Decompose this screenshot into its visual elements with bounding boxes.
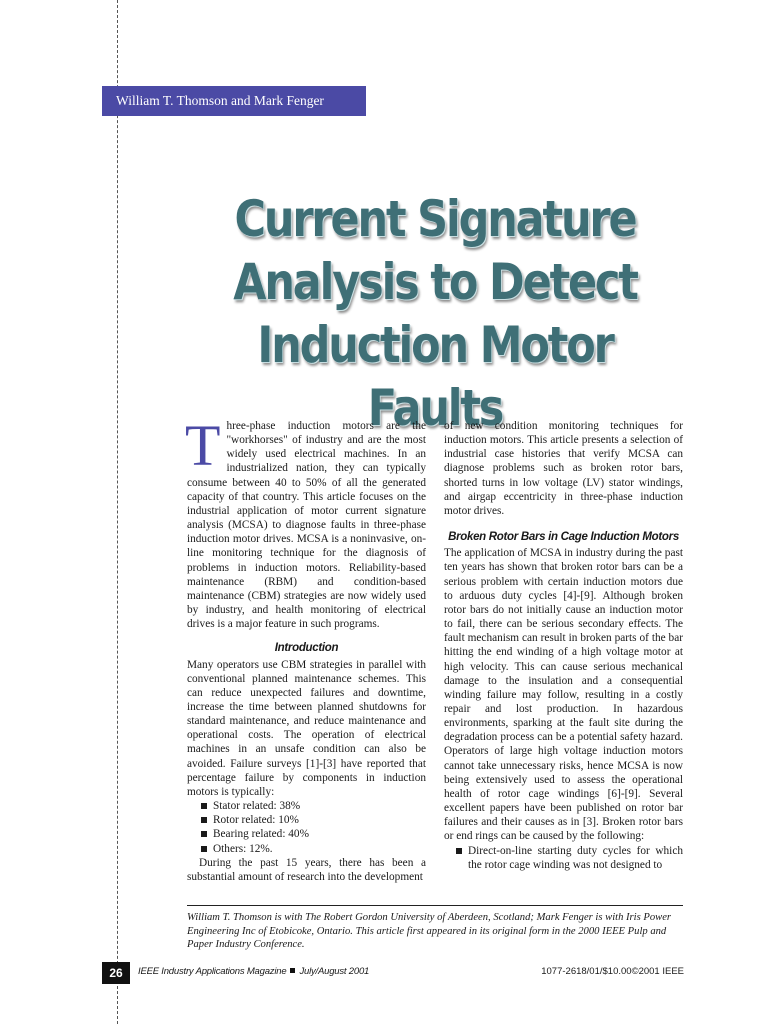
failure-item-stator: Stator related: 38% [201,799,426,813]
introduction-paragraph: Many operators use CBM strategies in parallel with conventional planned maintenance schemes. This can reduce unexpected failures and downtime, increase the time between planned shutdowns for standard maintenance, and reduce maintenance and operational costs. The operation of electrical machines in an unsafe condition can also be avoided. Failure surveys [1]-[3] have reported that percentage failure by components in induction motors is typically: [187,658,426,798]
author-names: William T. Thomson and Mark Fenger [116,93,324,108]
title-line-1: Current Signature [234,190,636,248]
footnote-divider [187,905,683,906]
journal-citation [138,966,369,977]
article-title [207,188,663,440]
research-paragraph: During the past 15 years, there has been a substantial amount of research into the development [187,856,426,883]
failure-list [187,799,426,856]
drop-cap: T [185,413,221,478]
failure-item-rotor: Rotor related: 10% [201,813,426,827]
column-right [444,419,683,872]
copyright-line: 1077-2618/01/$10.00©2001 IEEE [541,966,684,977]
broken-bars-heading: Broken Rotor Bars in Cage Induction Motors [448,531,679,544]
column-left [185,413,426,884]
failure-item-others: Others: 12%. [201,842,426,856]
broken-bars-paragraph: The application of MCSA in industry during the past ten years has shown that broken rotor bars can be a serious problem with certain induction motors due to arduous duty cycles [4]-[9]. Although broken rotor bars do not initially cause an induction motor to fail, there can be serious secondary effects. The fault mechanism can result in broken parts of the bar hitting the end winding of a high voltage motor at high velocity. This can cause serious mechanical damage to the insulation and a consequential winding failure may follow, resulting in a costly repair and lost production. In hazardous environments, sparking at the fault site during the degradation process can be a potential safety hazard. Operators of large high voltage induction motors cannot take unnecessary risks, hence MCSA is now being extensively used to assess the operational health of rotor cage windings [6]-[9]. Several excellent papers have been published on rotor bar failures and their causes as in [3]. Broken rotor bars or end rings can be caused by the following: [444,547,683,843]
research-paragraph-continued: of new condition monitoring techniques for induction motors. This article presents a selection of industrial case histories that verify MCSA can diagnose problems such as broken rotor bars, shorted turns in low voltage (LV) stator windings, and airgap eccentricity in three-phase induction motor drives. [444,420,683,517]
author-banner [102,86,366,116]
journal-name: IEEE Industry Applications Magazine [138,966,287,977]
title-line-3: Induction Motor Faults [257,316,613,437]
intro-text: hree-phase induction motors are the "workhorses" of industry and are the most widely used electrical machines. In an industrialized nation, they can typically consume between 40 to 50% of all the generated capacity of that country. This article focuses on the industrial application of motor current signature analysis (MCSA) to diagnose faults in three-phase induction motor drives. MCSA is a noninvasive, on-line monitoring technique for the diagnosis of problems in induction motors. Reliability-based maintenance (RBM) and condition-based maintenance (CBM) strategies are now widely used by industry, and health monitoring of electrical drives is a major feature in such programs. [187,420,426,631]
failure-item-bearing: Bearing related: 40% [201,827,426,841]
page-trim-line [117,0,118,1024]
author-affiliation-footnote: William T. Thomson is with The Robert Gordon University of Aberdeen, Scotland; Mark Fenger is with Iris Power Engineering Inc of Etobicoke, Ontario. This article first appeared in its original form in the 2000 IEEE Pulp and Paper Industry Conference. [187,912,672,950]
journal-issue: July/August 2001 [299,966,370,977]
cause-item: Direct-on-line starting duty cycles for which the rotor cage winding was not designed to [456,844,683,872]
page-number: 26 [102,962,130,984]
intro-paragraph [185,413,426,631]
causes-list [444,844,683,872]
separator-square-icon [290,968,295,973]
page-footer [102,962,692,984]
title-line-2: Analysis to Detect [233,253,637,311]
introduction-heading: Introduction [274,642,339,655]
